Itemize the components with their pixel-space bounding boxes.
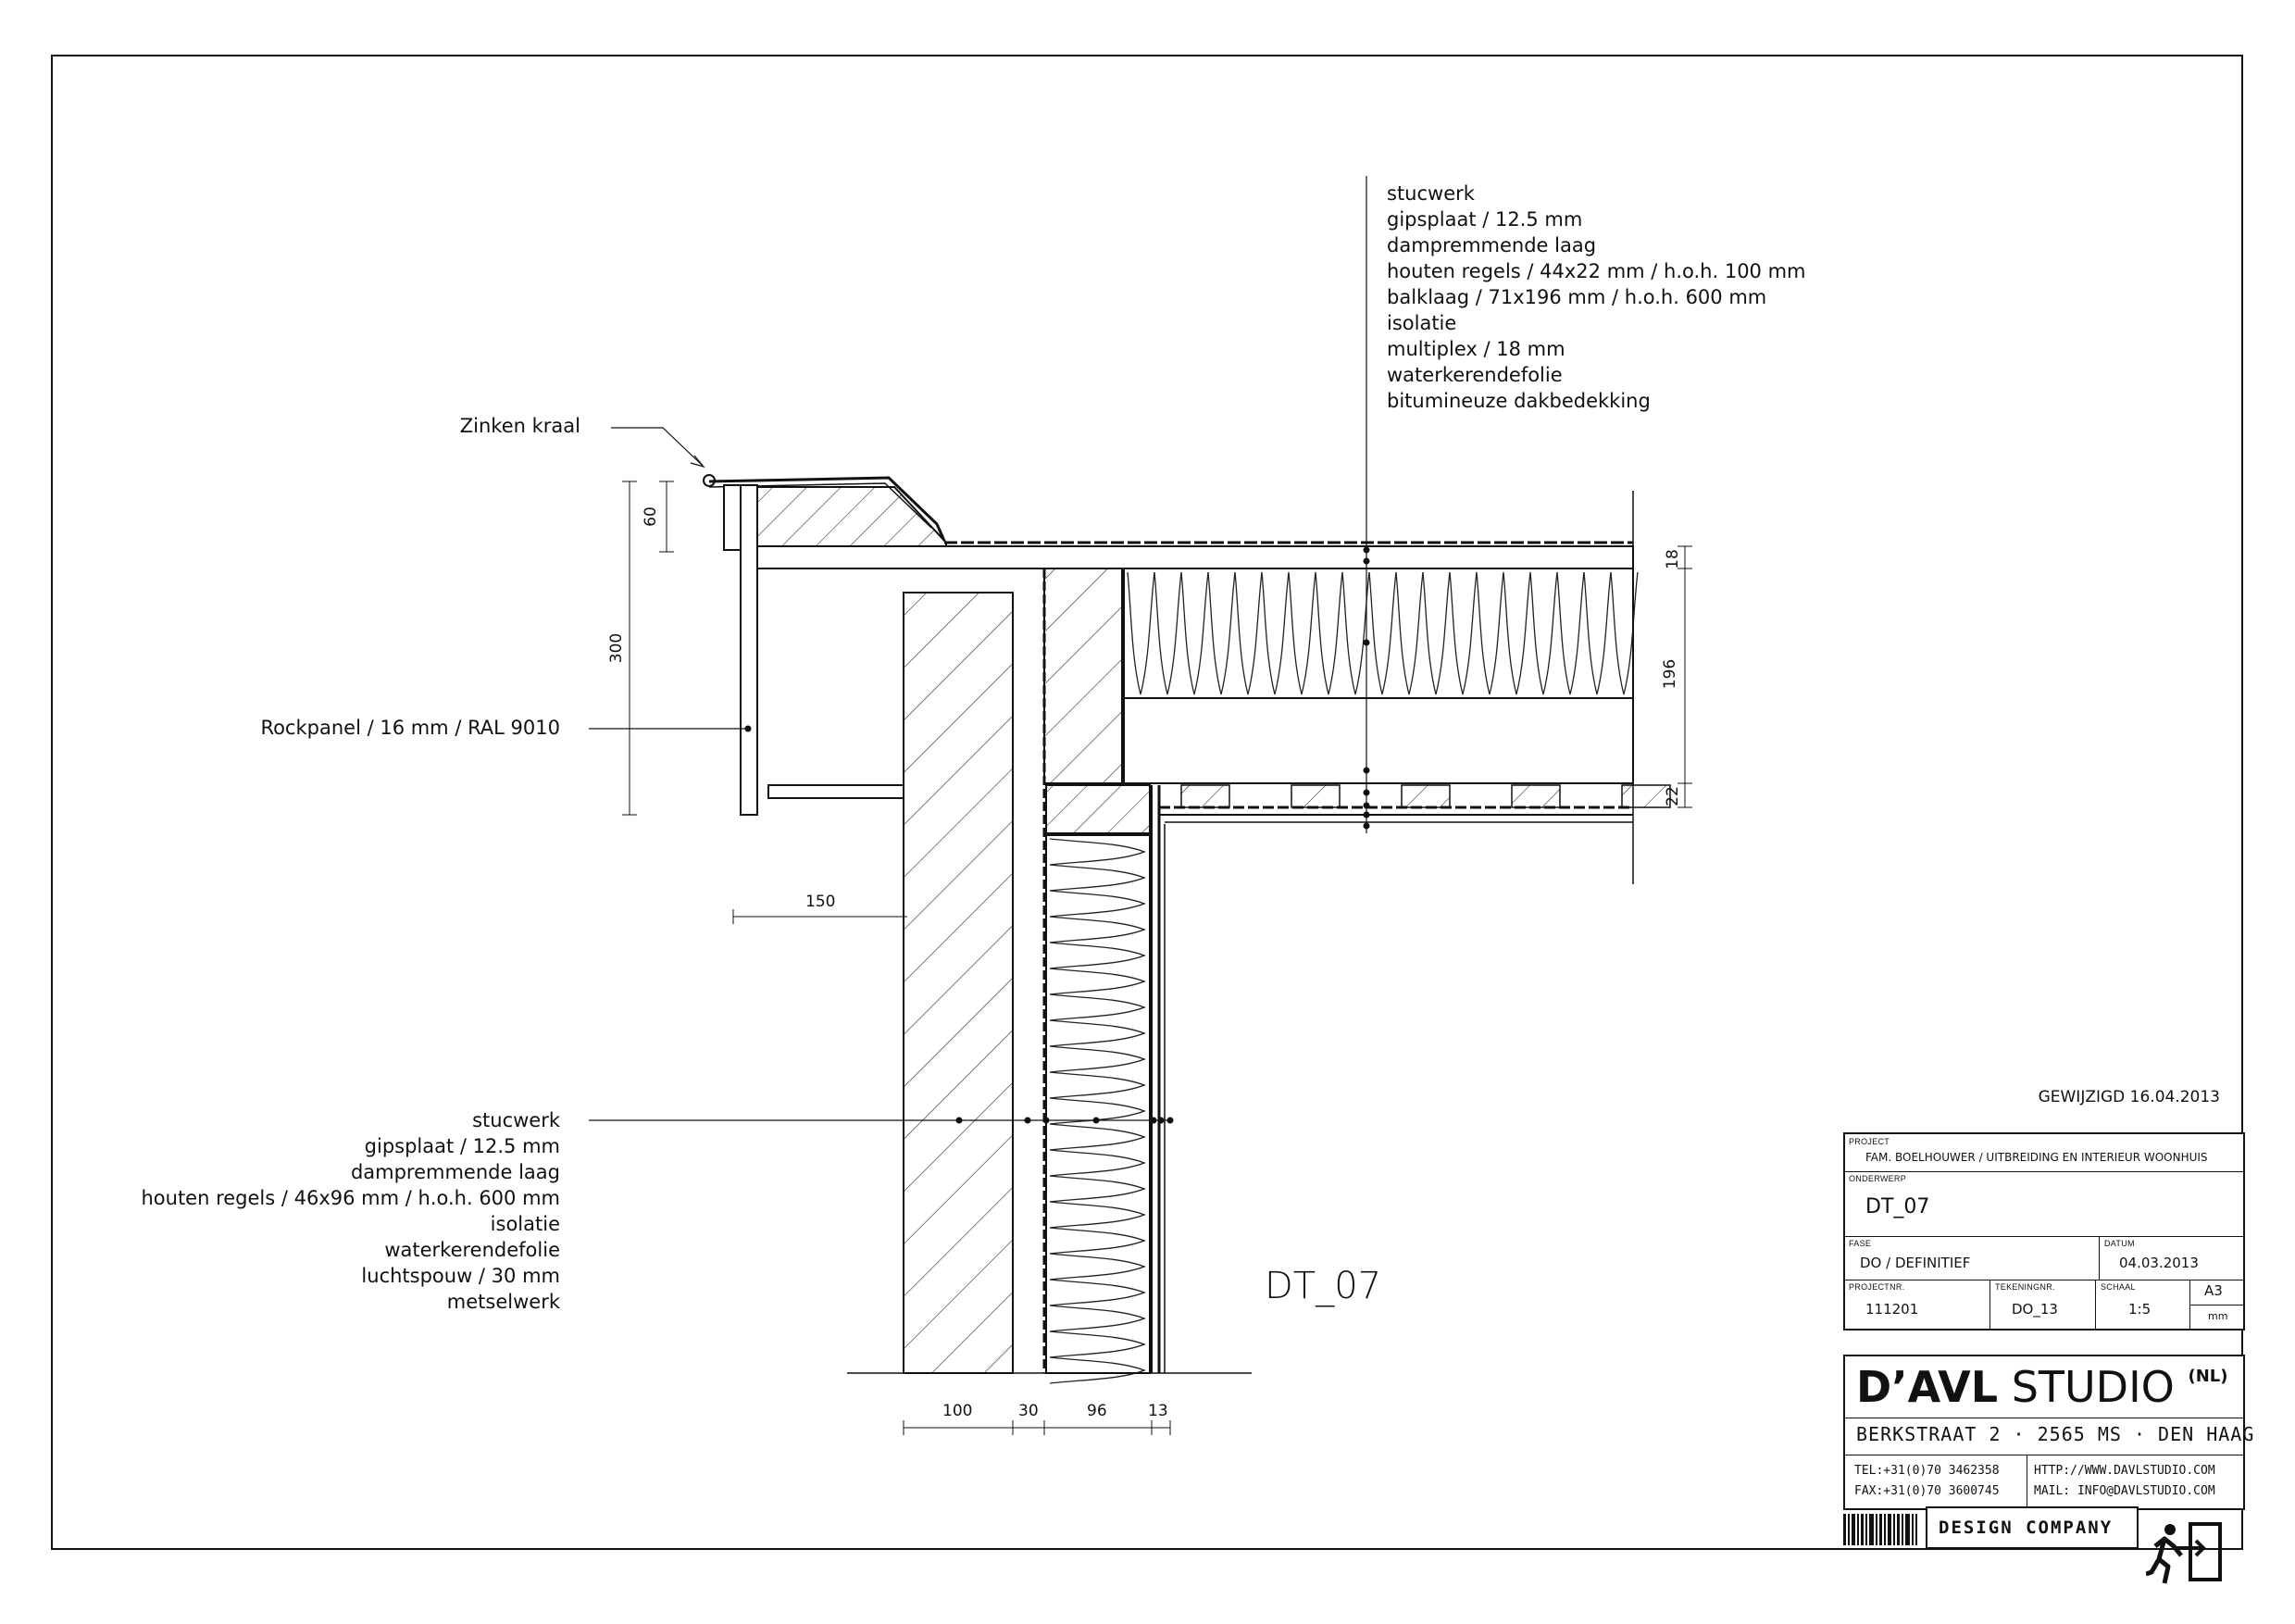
tagline-box bbox=[1926, 1506, 2139, 1549]
roof-layer: waterkerendefolie bbox=[1387, 364, 1563, 386]
wall-layer: houten regels / 46x96 mm / h.o.h. 600 mm bbox=[141, 1187, 560, 1209]
dim-13: 13 bbox=[1148, 1402, 1168, 1420]
roof-layer: stucwerk bbox=[1387, 182, 1475, 205]
projectnr-value: 111201 bbox=[1865, 1301, 1919, 1318]
studio-country: (NL) bbox=[2188, 1367, 2228, 1386]
date-value: 04.03.2013 bbox=[2119, 1255, 2199, 1271]
roof-layer: bitumineuze dakbedekking bbox=[1387, 390, 1651, 412]
edge-timber bbox=[754, 487, 946, 546]
project-name: FAM. BOELHOUWER / UITBREIDING EN INTERIEUR WOONHUIS bbox=[1865, 1151, 2208, 1164]
studio-web[interactable]: HTTP://WWW.DAVLSTUDIO.COM bbox=[2034, 1464, 2215, 1478]
wall-layer: metselwerk bbox=[446, 1291, 560, 1313]
date-caption: DATUM bbox=[2104, 1239, 2135, 1248]
rockpanel bbox=[741, 485, 757, 815]
exit-runner-icon bbox=[2146, 1518, 2224, 1596]
roof-layer-list bbox=[1387, 181, 1806, 414]
unit: mm bbox=[2208, 1310, 2228, 1322]
paper-size: A3 bbox=[2204, 1282, 2223, 1299]
wall-layer: waterkerendefolie bbox=[384, 1239, 560, 1261]
dim-18: 18 bbox=[1663, 549, 1682, 569]
wall-insulation bbox=[1046, 835, 1150, 1383]
subject-value: DT_07 bbox=[1865, 1195, 1930, 1218]
phase-value: DO / DEFINITIEF bbox=[1860, 1255, 1971, 1271]
detail-title: DT_07 bbox=[1265, 1265, 1382, 1307]
roof-layer: houten regels / 44x22 mm / h.o.h. 100 mm bbox=[1387, 260, 1806, 282]
studio-tagline: DESIGN COMPANY bbox=[1939, 1518, 2114, 1538]
roof-layer: balklaag / 71x196 mm / h.o.h. 600 mm bbox=[1387, 286, 1767, 308]
wall-plate bbox=[1044, 568, 1122, 783]
roof-layer: gipsplaat / 12.5 mm bbox=[1387, 208, 1583, 231]
roof-layer: dampremmende laag bbox=[1387, 234, 1597, 256]
dim-300: 300 bbox=[607, 632, 627, 664]
roof-deck bbox=[754, 546, 1633, 568]
dim-30: 30 bbox=[1018, 1402, 1039, 1420]
stud-header bbox=[1046, 785, 1150, 833]
roof-layer: multiplex / 18 mm bbox=[1387, 338, 1565, 360]
wall-layer: isolatie bbox=[490, 1213, 560, 1235]
rockpanel-label: Rockpanel / 16 mm / RAL 9010 bbox=[260, 717, 560, 739]
dim-100: 100 bbox=[942, 1402, 973, 1420]
scale-caption: SCHAAL bbox=[2101, 1282, 2136, 1292]
studio-block bbox=[1843, 1355, 2255, 1510]
dim-22: 22 bbox=[1663, 786, 1682, 806]
title-block bbox=[1843, 1132, 2245, 1330]
drawingnr-caption: TEKENINGNR. bbox=[1995, 1282, 2055, 1292]
dim-60: 60 bbox=[641, 506, 660, 527]
studio-fax: FAX:+31(0)70 3600745 bbox=[1854, 1484, 2000, 1498]
roof-layer: isolatie bbox=[1387, 312, 1457, 334]
project-caption: PROJECT bbox=[1849, 1137, 1890, 1146]
studio-name-bold: D’AVL bbox=[1856, 1362, 1999, 1412]
scale-value: 1:5 bbox=[2128, 1301, 2152, 1318]
drawingnr-value: DO_13 bbox=[2012, 1301, 2058, 1318]
zinc-bead-label: Zinken kraal bbox=[459, 415, 580, 437]
revision-note: GEWIJZIGD 16.04.2013 bbox=[2038, 1088, 2220, 1106]
wall-layer-list bbox=[141, 1107, 560, 1315]
projectnr-caption: PROJECTNR. bbox=[1849, 1282, 1905, 1292]
studio-name-light: STUDIO bbox=[2011, 1362, 2175, 1412]
barcode-icon bbox=[1843, 1514, 1917, 1545]
dim-196: 196 bbox=[1661, 658, 1680, 690]
wall-layer: stucwerk bbox=[472, 1109, 560, 1131]
wall-layer: luchtspouw / 30 mm bbox=[361, 1265, 560, 1287]
studio-mail[interactable]: MAIL: INFO@DAVLSTUDIO.COM bbox=[2034, 1484, 2215, 1498]
wall-layer: dampremmende laag bbox=[350, 1161, 560, 1183]
wall-layer: gipsplaat / 12.5 mm bbox=[364, 1135, 560, 1157]
roof-joist bbox=[1124, 698, 1633, 783]
subject-caption: ONDERWERP bbox=[1849, 1174, 1907, 1183]
dim-150: 150 bbox=[805, 893, 836, 911]
studio-logo bbox=[1856, 1362, 2227, 1412]
phase-caption: FASE bbox=[1849, 1239, 1872, 1248]
dim-96: 96 bbox=[1087, 1402, 1107, 1420]
masonry-wall bbox=[904, 593, 1013, 1373]
studio-tel: TEL:+31(0)70 3462358 bbox=[1854, 1464, 2000, 1478]
studio-address: BERKSTRAAT 2 · 2565 MS · DEN HAAG bbox=[1856, 1423, 2255, 1445]
